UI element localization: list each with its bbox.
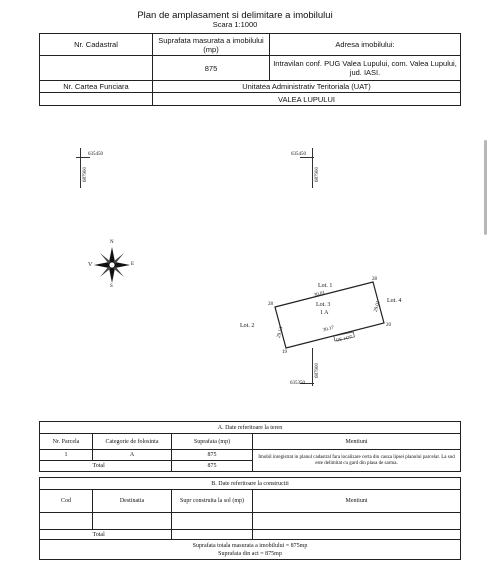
adresa-value: Intravilan conf. PUG Valea Lupului, com. Valea Lupului, jud. IASI.: [270, 56, 461, 81]
header-table: [39, 33, 461, 106]
row-categorie: A: [93, 450, 172, 461]
compass-west: V: [88, 262, 93, 268]
col-supr: Supr construita la sol (mp): [172, 490, 253, 513]
grid-cross-tl-h: [76, 157, 90, 158]
grid-label-bottom-n: 687900: [315, 363, 320, 378]
lot4-label: Lot. 4: [387, 298, 402, 304]
suprafata-value: 875: [153, 56, 270, 81]
col-destinatia: Destinatia: [93, 490, 172, 513]
compass-east: E: [131, 262, 135, 267]
point-19: 19: [282, 350, 287, 355]
teren-total-label: Total: [93, 461, 172, 472]
empty-supr: [172, 513, 253, 530]
adresa-label: Adresa imobilului:: [270, 34, 461, 56]
point-28-right: 28: [372, 277, 377, 282]
grid-cross-tr-h: [300, 157, 314, 158]
row-parcela: 1: [40, 450, 93, 461]
lot3-label: Lot. 3: [316, 302, 331, 308]
row-suprafata: 875: [172, 450, 253, 461]
lot2-label: Lot. 2: [240, 323, 255, 329]
total-blank-b: [40, 530, 93, 540]
point-20: 20: [386, 323, 391, 328]
empty-dest: [93, 513, 172, 530]
constructii-total-ment: [253, 530, 461, 540]
col-categorie: Categorie de folosinta: [93, 434, 172, 450]
grid-label-tr-e: 635450: [291, 152, 306, 157]
suprafata-label: Suprafata masurata a imobilului (mp): [153, 34, 270, 56]
point-28-left: 28: [268, 302, 273, 307]
din-act: Suprafata din act = 875mp: [218, 550, 282, 557]
page-title: Plan de amplasament si delimitare a imobilului: [137, 10, 333, 21]
parcel-boundary: [275, 282, 384, 348]
lot3-sub: 1 A: [320, 310, 329, 316]
dim-right: 29.01: [373, 300, 382, 313]
empty-cod: [40, 513, 93, 530]
total-masurata: Suprafata totala masurata a imobilului = 875mp: [192, 542, 308, 549]
nr-cadastral-value: [40, 56, 153, 81]
total-blank: [40, 461, 93, 472]
scale-label: Scara 1:1000: [212, 20, 258, 29]
uat-label: Unitatea Administrativ Teritoriala (UAT): [153, 81, 461, 93]
dim-bottom: 30.17: [322, 325, 335, 334]
nr-cadastral-label: Nr. Cadastral: [40, 34, 153, 56]
grid-label-tl-e: 635450: [88, 152, 103, 157]
dim-top: 30.01: [313, 290, 326, 299]
nr-cf-value: [40, 93, 153, 106]
nr-cf-label: Nr. Cartea Funciara: [40, 81, 153, 93]
compass-north: N: [110, 240, 114, 245]
compass-icon: [92, 245, 135, 285]
compass-south: S: [110, 284, 113, 289]
col-mentiuni: Mentiuni: [253, 434, 461, 450]
scrollbar[interactable]: [484, 140, 487, 235]
constructii-total-label: Total: [93, 530, 172, 540]
grid-label-bottom-e: 635350: [290, 381, 305, 386]
row-mentiuni: Imobil inregistrat in planul cadastral fara localizare certa din cauza lipsei planului parcelar. La sud este delimitat cu gard din plasa de sarma.: [253, 450, 461, 472]
constructii-total-value: [172, 530, 253, 540]
uat-value: VALEA LUPULUI: [153, 93, 461, 106]
lot1-label: Lot. 1: [318, 283, 333, 289]
col-mentiuni-b: Mentiuni: [253, 490, 461, 513]
constructii-title: B. Date referitoare la constructii: [40, 478, 461, 490]
grid-label-tr-n: 687900: [315, 167, 320, 182]
teren-title: A. Date referitoare la teren: [40, 422, 461, 434]
buildings-table: [39, 477, 461, 560]
grid-label-tl-n: 687900: [83, 167, 88, 182]
dim-left: 29.13: [276, 326, 285, 339]
grid-cross-tr-v: [312, 148, 313, 188]
empty-ment: [253, 513, 461, 530]
col-parcela: Nr. Parcela: [40, 434, 93, 450]
land-table: [39, 421, 461, 472]
footer-cell: [40, 540, 461, 560]
grid-cross-tl-v: [80, 148, 81, 188]
road-label: DE 1477: [335, 334, 353, 343]
col-suprafata: Suprafata (mp): [172, 434, 253, 450]
teren-total-value: 875: [172, 461, 253, 472]
col-cod: Cod: [40, 490, 93, 513]
